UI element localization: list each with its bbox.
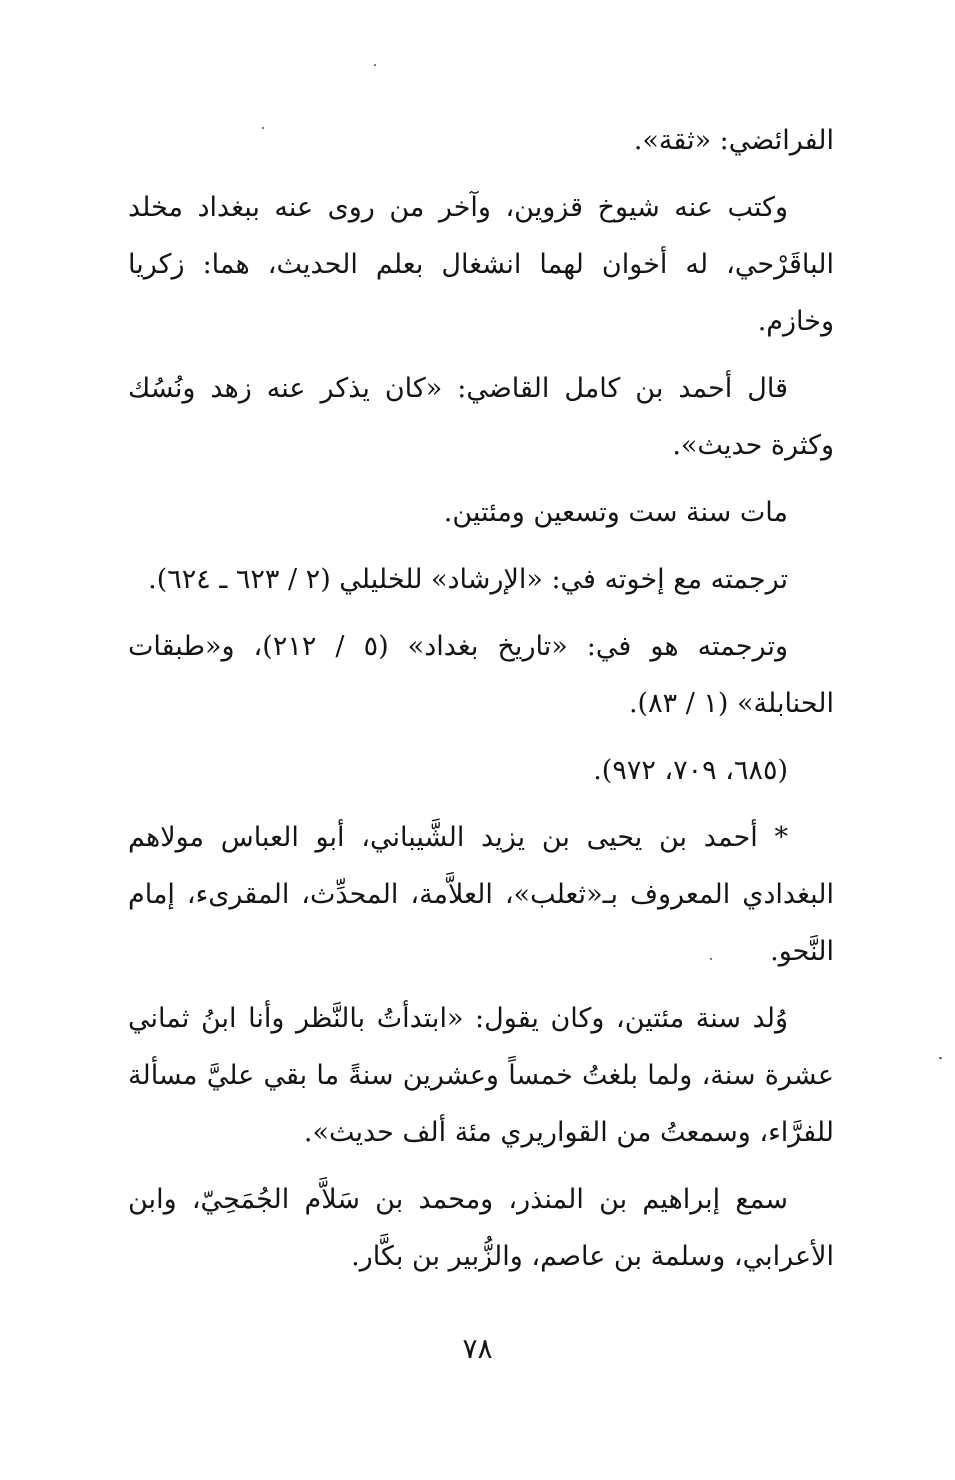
body-text xyxy=(128,112,834,1295)
paragraph-cross-references: (٦٨٥، ٧٠٩، ٩٧٢). xyxy=(593,755,788,786)
paragraph-irshad-reference: ترجمته مع إخوته في: «الإرشاد» للخليلي (٢ / ٦٢٣ ـ ٦٢٤). xyxy=(148,564,788,595)
scan-speck xyxy=(374,64,376,66)
page-number: ٧٨ xyxy=(462,1332,493,1365)
paragraph-qazwin-narrators: وكتب عنه شيوخ قزوين، وآخر من روى عنه ببغداد مخلد الباقَرْحي، له أخوان لهما انشغال بعلم الحديث، هما: زكريا وخازم. xyxy=(128,192,834,337)
paragraph-thalab-birth: وُلد سنة مئتين، وكان يقول: «ابتدأتُ بالنَّظر وأنا ابنُ ثماني عشرة سنة، ولما بلغتُ خمساً وعشرين سنةً ما بقي عليَّ مسألة للفرَّاء، وسمعتُ من القواريري مئة ألف حديث». xyxy=(128,1003,834,1148)
paragraph-thalab-entry: * أحمد بن يحيى بن يزيد الشَّيباني، أبو العباس مولاهم البغدادي المعروف بـ«ثعلب»، العلاَّمة، المحدِّث، المقرىء، إمام النَّحو. xyxy=(128,822,834,967)
paragraph-ahmad-ibn-kamil: قال أحمد بن كامل القاضي: «كان يذكر عنه زهد ونُسُك وكثرة حديث». xyxy=(128,373,834,461)
scan-speck xyxy=(939,1057,942,1059)
paragraph-thalab-teachers: سمع إبراهيم بن المنذر، ومحمد بن سَلاَّم الجُمَحِيّ، وابن الأعرابي، وسلمة بن عاصم، والزُّبير بن بكَّار. xyxy=(128,1184,834,1272)
paragraph-tarikh-baghdad-reference: وترجمته هو في: «تاريخ بغداد» (٥ / ٢١٢)، و«طبقات الحنابلة» (١ / ٨٣). xyxy=(128,631,834,719)
paragraph-faraidi-quote: الفرائضي: «ثقة». xyxy=(633,125,834,156)
paragraph-death-year: مات سنة ست وتسعين ومئتين. xyxy=(443,497,788,528)
